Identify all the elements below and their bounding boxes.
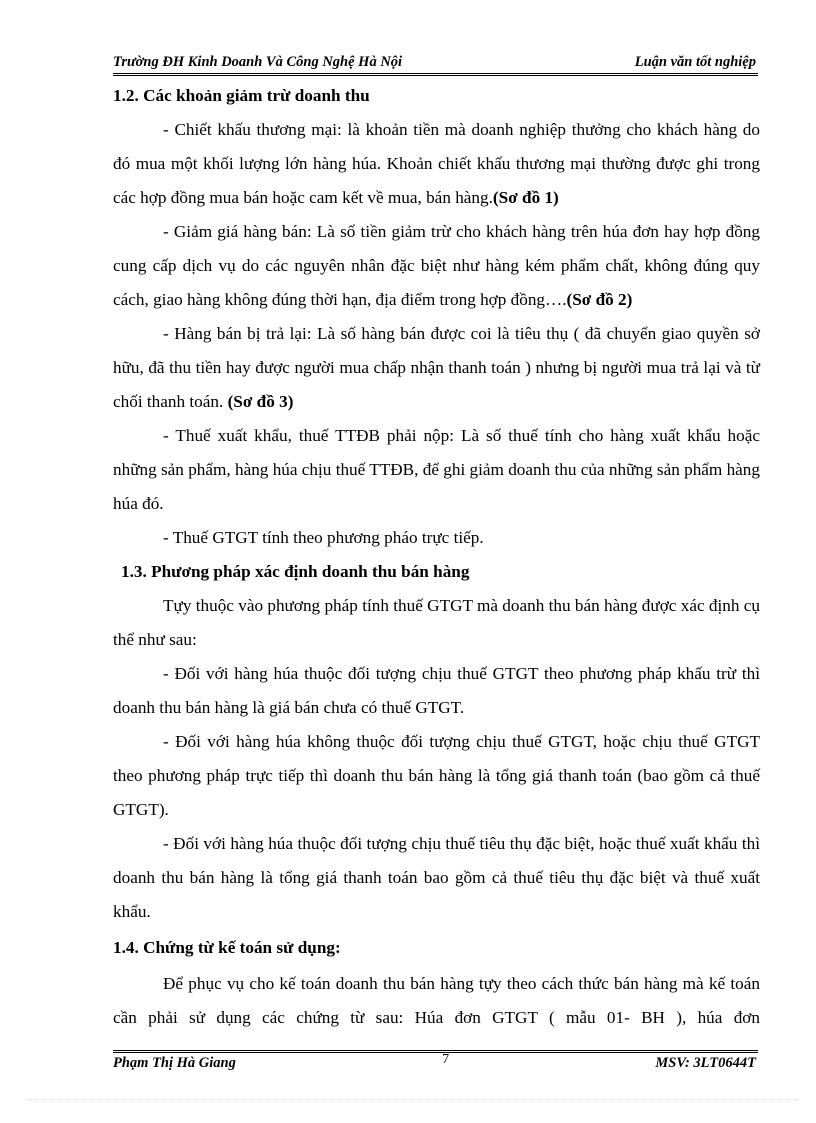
paragraph-documents: Để phục vụ cho kế toán doanh thu bán hàng tựy theo cách thức bán hàng mà kế toán cần phải sử dụng các chứng từ sau: Húa đơn GTGT ( mẫu 01- BH ), húa đơn bbox=[113, 974, 760, 1027]
paragraph-deduction-method: - Đối với hàng húa thuộc đối tượng chịu thuế GTGT theo phương pháp khấu trừ thì doanh thu bán hàng là giá bán chưa có thuế GTGT. bbox=[113, 664, 760, 717]
section-1-4-title: 1.4. Chứng từ kế toán sử dụng: bbox=[113, 938, 341, 957]
page-bottom-dotted-line bbox=[28, 1099, 798, 1100]
paragraph-direct-method: - Đối với hàng húa không thuộc đối tượng chịu thuế GTGT, hoặc chịu thuế GTGT theo phương pháp trực tiếp thì doanh thu bán hàng là tổng giá thanh toán (bao gồm cả thuế GTGT). bbox=[113, 732, 760, 819]
section-1-3-title: 1.3. Phương pháp xác định doanh thu bán hàng bbox=[121, 562, 470, 581]
paragraph-vat-direct: - Thuế GTGT tính theo phương pháo trực tiếp. bbox=[163, 528, 484, 547]
diagram-ref: (Sơ đồ 3) bbox=[227, 392, 294, 411]
footer-student-id: MSV: 3LT0644T bbox=[655, 1055, 756, 1071]
page-body bbox=[113, 79, 760, 1035]
paragraph-export-tax: - Thuế xuất khẩu, thuế TTĐB phải nộp: Là số thuế tính cho hàng xuất khẩu hoặc những sản phẩm, hàng húa chịu thuế TTĐB, để ghi giảm doanh thu của những sản phẩm hàng húa đó. bbox=[113, 426, 760, 513]
paragraph-text: - Hàng bán bị trả lại: Là số hàng bán được coi là tiêu thụ ( đã chuyển giao quyền sở hữu, đã thu tiền hay được người mua chấp nhận thanh toán ) nhưng bị người mua trả lại và từ chối thanh toán. bbox=[113, 324, 760, 411]
page-footer bbox=[113, 1053, 756, 1073]
paragraph-special-tax: - Đối với hàng húa thuộc đối tượng chịu thuế tiêu thụ đặc biệt, hoặc thuế xuất khẩu thì doanh thu bán hàng là tổng giá thanh toán bao gồm cả thuế tiêu thụ đặc biệt và thuế xuất khẩu. bbox=[113, 834, 760, 921]
footer-author: Phạm Thị Hà Giang bbox=[113, 1055, 236, 1071]
paragraph-trade-discount bbox=[113, 113, 760, 215]
paragraph-intro: Tựy thuộc vào phương pháp tính thuế GTGT mà doanh thu bán hàng được xác định cụ thể như sau: bbox=[113, 596, 760, 649]
section-1-2-title: 1.2. Các khoản giảm trừ doanh thu bbox=[113, 86, 370, 105]
paragraph-returned-goods bbox=[113, 317, 760, 419]
paragraph-price-reduction bbox=[113, 215, 760, 317]
paragraph-text: - Chiết khấu thương mại: là khoản tiền mà doanh nghiệp thưởng cho khách hàng do đó mua một khối lượng lớn hàng húa. Khoản chiết khấu thương mại thường được ghi trong các hợp đồng mua bán hoặc cam kết về mua, bán hàng. bbox=[113, 120, 760, 207]
header-university: Trường ĐH Kinh Doanh Và Công Nghệ Hà Nội bbox=[113, 54, 403, 70]
page-number: 7 bbox=[442, 1052, 450, 1067]
diagram-ref: (Sơ đồ 1) bbox=[492, 188, 559, 207]
header-doc-type: Luận văn tốt nghiệp bbox=[634, 54, 756, 70]
page-header bbox=[113, 52, 756, 72]
diagram-ref: (Sơ đồ 2) bbox=[566, 290, 633, 309]
header-divider bbox=[113, 73, 758, 76]
paragraph-text: - Giảm giá hàng bán: Là số tiền giảm trừ cho khách hàng trên húa đơn hay hợp đồng cung cấp dịch vụ do các nguyên nhân đặc biệt như hàng kém phẩm chất, không đúng quy cách, giao hàng không đúng thời hạn, địa điểm trong hợp đồng…. bbox=[113, 222, 760, 309]
